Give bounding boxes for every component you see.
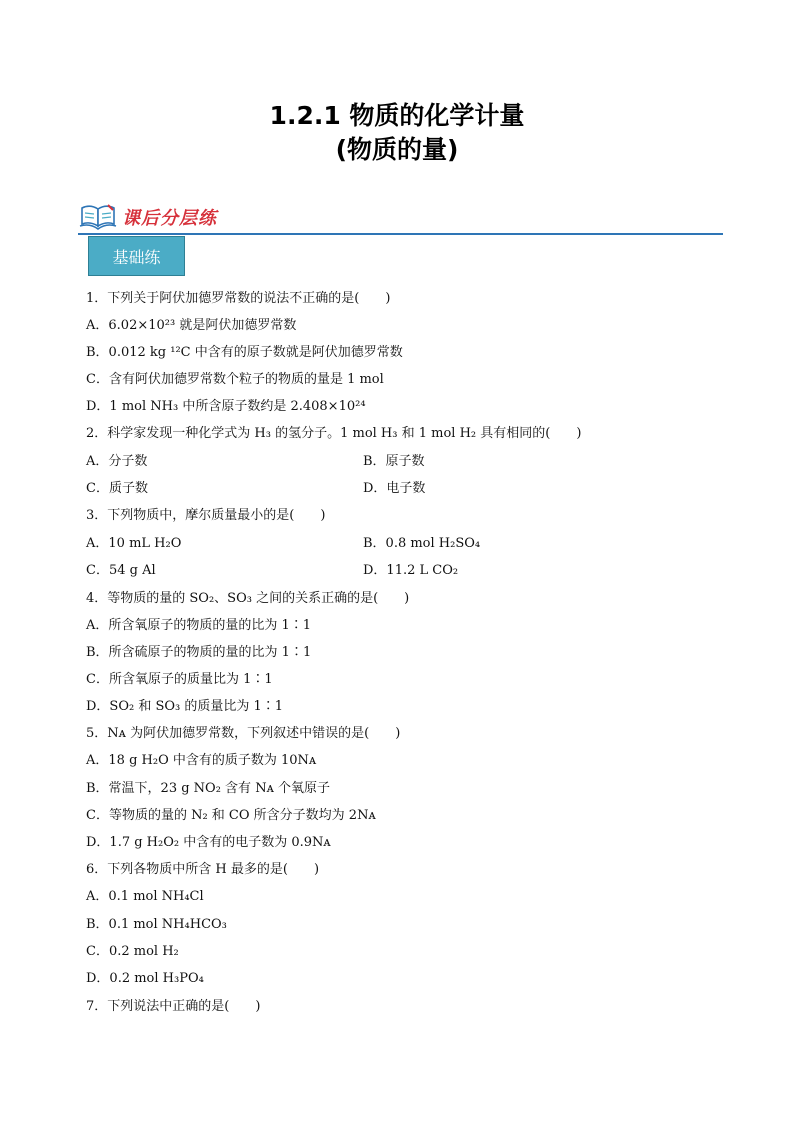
level-tab-label: 基础练 [112, 247, 161, 267]
question-option: C．质子数 [86, 481, 148, 496]
question-stem: 4．等物质的量的 SO₂、SO₃ 之间的关系正确的是( ) [86, 591, 410, 606]
section-divider [78, 233, 723, 235]
question-option: C．所含氧原子的质量比为 1∶1 [86, 672, 273, 687]
question-stem: 1．下列关于阿伏加德罗常数的说法不正确的是( ) [86, 291, 391, 306]
page-title: 1.2.1 物质的化学计量 [269, 101, 525, 130]
question-option: B．常温下，23 g NO₂ 含有 Nᴀ 个氧原子 [86, 781, 331, 796]
page-subtitle: (物质的量) [335, 135, 459, 164]
question-option: D．1 mol NH₃ 中所含原子数约是 2.408×10²⁴ [86, 399, 366, 414]
question-option: B．所含硫原子的物质的量的比为 1∶1 [86, 645, 312, 660]
question-stem: 6．下列各物质中所含 H 最多的是( ) [86, 862, 320, 877]
question-stem: 7．下列说法中正确的是( ) [86, 999, 261, 1014]
question-stem: 3．下列物质中，摩尔质量最小的是( ) [86, 508, 326, 523]
question-option: D．SO₂ 和 SO₃ 的质量比为 1∶1 [86, 699, 284, 714]
question-option: A．分子数 [86, 454, 148, 469]
question-option: C．含有阿伏加德罗常数个粒子的物质的量是 1 mol [86, 372, 384, 387]
question-stem: 5．Nᴀ 为阿伏加德罗常数，下列叙述中错误的是( ) [86, 726, 401, 741]
question-option: A．所含氧原子的物质的量的比为 1∶1 [86, 618, 312, 633]
question-option: B．0.1 mol NH₄HCO₃ [86, 917, 227, 932]
question-option: C．等物质的量的 N₂ 和 CO 所含分子数均为 2Nᴀ [86, 808, 376, 823]
question-option: A．0.1 mol NH₄Cl [86, 889, 204, 904]
question-option: D．0.2 mol H₃PO₄ [86, 971, 204, 986]
question-option: D．11.2 L CO₂ [363, 563, 459, 578]
question-option: D．1.7 g H₂O₂ 中含有的电子数为 0.9Nᴀ [86, 835, 331, 850]
question-option: C．0.2 mol H₂ [86, 944, 179, 959]
question-option: B．0.012 kg ¹²C 中含有的原子数就是阿伏加德罗常数 [86, 345, 403, 360]
question-stem: 2．科学家发现一种化学式为 H₃ 的氢分子。1 mol H₃ 和 1 mol H₂ 具有相同的( ) [86, 426, 582, 441]
question-option: A．10 mL H₂O [86, 536, 182, 551]
section-label: 课后分层练 [122, 208, 217, 229]
book-icon [78, 202, 118, 232]
level-tab [88, 236, 185, 276]
question-option: A．6.02×10²³ 就是阿伏加德罗常数 [86, 318, 297, 333]
section-header [78, 200, 723, 236]
question-option: C．54 g Al [86, 563, 156, 578]
question-option: B．原子数 [363, 454, 425, 469]
question-option: D．电子数 [363, 481, 426, 496]
question-option: B．0.8 mol H₂SO₄ [363, 536, 481, 551]
question-option: A．18 g H₂O 中含有的质子数为 10Nᴀ [86, 753, 317, 768]
